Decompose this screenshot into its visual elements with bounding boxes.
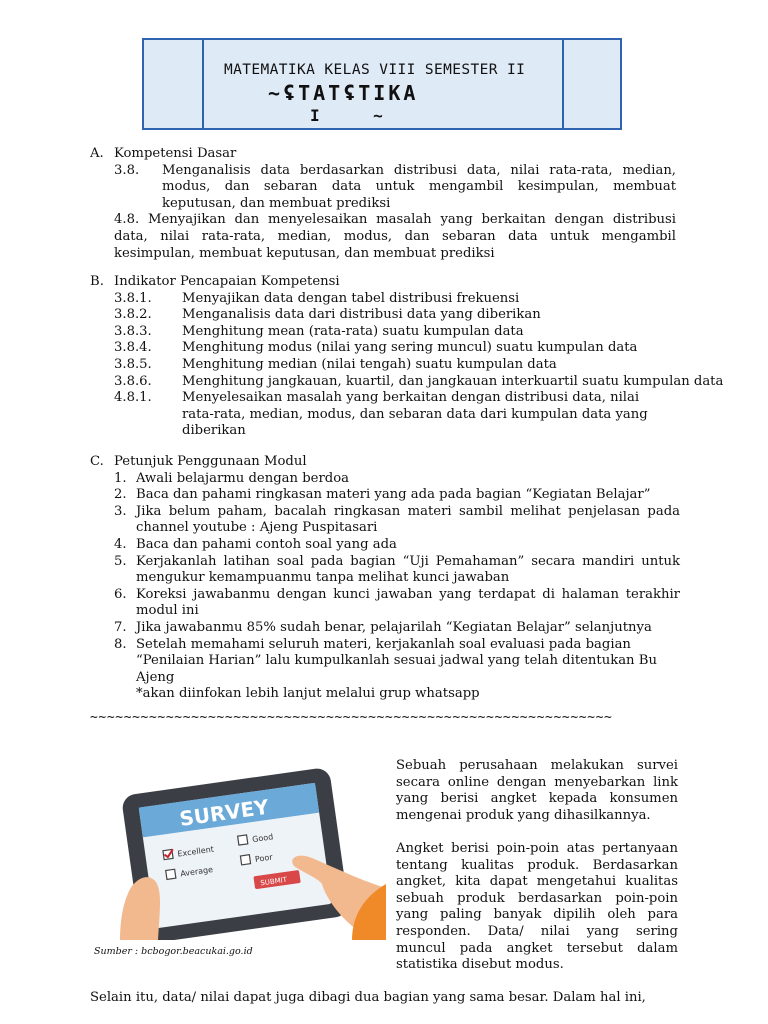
item-number: 4.8. — [114, 212, 140, 228]
item-text: Menyajikan data dengan tabel distribusi frekuensi — [182, 290, 520, 306]
header-box — [142, 38, 622, 130]
list-item — [90, 212, 676, 262]
option-good: Good — [251, 832, 274, 845]
section-kompetensi-dasar — [90, 146, 730, 262]
list-item — [90, 340, 730, 357]
section-indikator — [90, 274, 730, 440]
item-text — [114, 212, 676, 262]
item-text: Awali belajarmu dengan berdoa — [136, 470, 350, 486]
item-number: 3.8.1. — [114, 290, 152, 306]
item-number: 7. — [114, 619, 127, 635]
section-petunjuk — [90, 454, 680, 703]
list-item — [90, 537, 680, 554]
list-item — [90, 324, 730, 341]
item-text: Menyelesaikan masalah yang berkaitan dengan distribusi data, nilai rata-rata, median, modus, dan sebaran data dari kumpulan data yang diberikan — [182, 390, 648, 439]
item-text: Menganalisis data dari distribusi data yang diberikan — [182, 307, 541, 323]
item-text: Menghitung modus (nilai yang sering muncul) suatu kumpulan data — [182, 340, 638, 356]
list-item — [90, 374, 730, 391]
item-number: 4.8.1. — [114, 390, 152, 406]
item-number: 8. — [114, 636, 127, 652]
item-number: 3.8.5. — [114, 356, 152, 372]
item-text: Menghitung mean (rata-rata) suatu kumpulan data — [182, 323, 524, 339]
item-text: Menganalisis data berdasarkan distribusi data, nilai rata-rata, median, modus, dan sebaran data untuk mengambil kesimpulan, membuat keputusan, dan membuat prediksi — [162, 162, 676, 211]
header-title: MATEMATIKA KELAS VIII SEMESTER II — [224, 62, 526, 78]
option-average: Average — [179, 864, 214, 879]
item-text: Baca dan pahami ringkasan materi yang ada pada bagian “Kegiatan Belajar” — [136, 487, 651, 503]
item-text: Menghitung median (nilai tengah) suatu kumpulan data — [182, 356, 557, 372]
item-number: 1. — [114, 470, 127, 486]
list-item — [90, 471, 680, 488]
checkbox-good — [238, 835, 248, 845]
header-divider-left — [202, 40, 204, 128]
item-text: Jika jawabanmu 85% sudah benar, pelajarilah “Kegiatan Belajar” selanjutnya — [136, 619, 652, 635]
list-item — [90, 620, 680, 637]
survey-tablet-illustration — [90, 758, 386, 940]
survey-title: SURVEY — [178, 794, 271, 831]
image-caption: Sumber : bcbogor.beacukai.go.id — [94, 946, 253, 957]
section-title: Kompetensi Dasar — [114, 146, 237, 161]
header-divider-right — [562, 40, 564, 128]
item-number: 3.8.4. — [114, 340, 152, 356]
item-text: Jika belum paham, bacalah ringkasan materi sambil melihat penjelasan pada channel youtube : Ajeng Puspitasari — [136, 503, 680, 536]
header-subtitle: ~ʢTATʢTIKA — [268, 81, 419, 105]
item-text: Koreksi jawabanmu dengan kunci jawaban yang terdapat di halaman terakhir modul ini — [136, 586, 680, 619]
item-text: Kerjakanlah latihan soal pada bagian “Uji Pemahaman” secara mandiri untuk mengukur kemampuanmu tanpa melihat kunci jawaban — [136, 553, 680, 586]
checkbox-poor — [240, 855, 250, 865]
item-text: Setelah memahami seluruh materi, kerjakanlah soal evaluasi pada bagian “Penilaian Harian” lalu kumpulkanlah sesuai jadwal yang telah ditentukan Bu Ajeng — [136, 636, 657, 685]
item-number: 3.8.3. — [114, 323, 152, 339]
separator-line: ~~~~~~~~~~~~~~~~~~~~~~~~~~~~~~~~~~~~~~~~~~~~~~~~~~~~~~~~~~~~~~ — [90, 710, 613, 725]
paragraph: Sebuah perusahaan melakukan survei secara online dengan menyebarkan link yang berisi angket kepada konsumen mengenai produk yang dihasilkannya. — [396, 758, 678, 823]
list-item — [90, 554, 680, 587]
header-subtitle-cont: I ~ — [310, 106, 386, 125]
item-number: 3.8.2. — [114, 307, 152, 323]
item-number: 3. — [114, 503, 127, 519]
list-item — [90, 357, 730, 374]
list-item — [90, 307, 730, 324]
bottom-paragraph: Selain itu, data/ nilai dapat juga dibagi dua bagian yang sama besar. Dalam hal ini, — [90, 990, 646, 1005]
checkbox-average — [166, 869, 176, 879]
section-letter: B. — [90, 274, 104, 289]
option-poor: Poor — [254, 852, 274, 864]
list-item — [90, 163, 676, 213]
list-item — [90, 637, 680, 687]
item-number: 6. — [114, 586, 127, 602]
paragraph: Angket berisi poin-poin atas pertanyaan tentang kualitas produk. Berdasarkan angket, kita dapat mengetahui kualitas sebuah produk berdasarkan poin-poin yang paling banyak dipilih oleh para responden. Data/ nilai yang sering muncul pada angket tersebut dalam statistika disebut modus. — [396, 840, 678, 973]
right-column-text — [396, 758, 678, 990]
item-number: 3.8. — [114, 162, 140, 178]
item-number: 5. — [114, 553, 127, 569]
section-letter: A. — [90, 146, 104, 161]
option-excellent: Excellent — [176, 844, 215, 859]
item-number: 3.8.6. — [114, 373, 152, 389]
list-item — [90, 390, 650, 440]
list-item — [90, 291, 730, 308]
note-text: *akan diinfokan lebih lanjut melalui grup whatsapp — [136, 686, 480, 702]
list-item — [90, 504, 680, 537]
list-item — [90, 487, 680, 504]
item-number: 2. — [114, 487, 127, 503]
item-text-body: Menyajikan dan menyelesaikan masalah yang berkaitan dengan distribusi data, nilai rata-rata, median, modus, dan sebaran data untuk mengambil kesimpulan, membuat keputusan, dan membuat prediksi — [114, 212, 676, 261]
item-number: 4. — [114, 536, 127, 552]
item-text: Menghitung jangkauan, kuartil, dan jangkauan interkuartil suatu kumpulan data — [182, 373, 724, 389]
list-item — [90, 587, 680, 620]
section-title: Petunjuk Penggunaan Modul — [114, 454, 307, 469]
section-title: Indikator Pencapaian Kompetensi — [114, 274, 340, 289]
section-letter: C. — [90, 454, 104, 469]
submit-label: SUBMIT — [259, 875, 288, 888]
item-text: Baca dan pahami contoh soal yang ada — [136, 536, 397, 552]
